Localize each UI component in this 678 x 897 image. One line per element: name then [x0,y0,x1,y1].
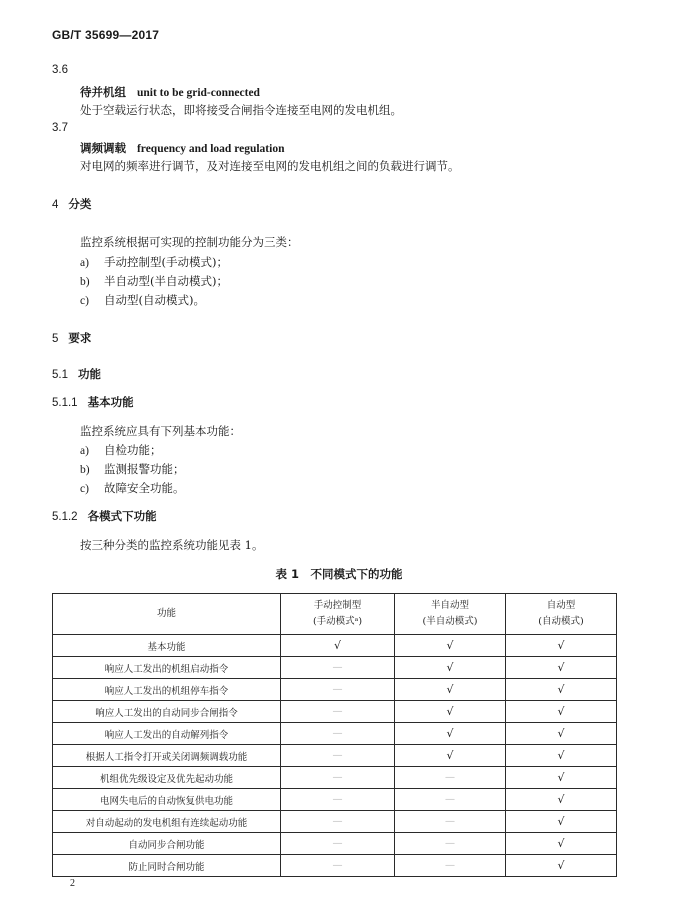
list-label: b) [80,464,90,476]
list-text: 自动型(自动模式)。 [104,293,205,307]
list-item [80,461,185,477]
section-title: 要求 [68,331,92,345]
manual-cell: √ [281,635,395,657]
list-item [80,442,162,458]
list-item [80,480,185,496]
table-row [53,789,617,811]
auto-cell: √ [506,701,617,723]
list-text: 手动控制型(手动模式)； [104,255,228,269]
section-number: 5 [52,333,59,345]
manual-cell: — [281,701,395,723]
semi-auto-cell: √ [395,679,506,701]
function-cell: 机组优先级设定及优先起动功能 [53,767,281,789]
term-definition: 处于空载运行状态，即将接受合闸指令连接至电网的发电机组。 [80,103,402,117]
term-zh: 调频调载 [80,141,126,155]
page-number: 2 [70,878,75,889]
function-cell: 响应人工发出的机组启动指令 [53,657,281,679]
section-heading [52,330,91,346]
semi-auto-cell: √ [395,657,506,679]
auto-cell: √ [506,811,617,833]
manual-cell: — [281,833,395,855]
table-row [53,745,617,767]
section-heading [52,508,157,524]
paragraph: 监控系统根据可实现的控制功能分为三类： [80,235,299,249]
header-auto-name: 自动型 [546,600,576,611]
table-row [53,657,617,679]
function-cell: 基本功能 [53,635,281,657]
section-number: 5.1.2 [52,511,78,523]
list-label: b) [80,276,90,288]
list-item [80,254,228,270]
function-table [52,593,617,877]
function-cell: 根据人工指令打开或关闭调频调载功能 [53,745,281,767]
list-label: a) [80,445,89,457]
header-manual-mode: (手动模式ᵃ) [312,616,363,627]
list-label: a) [80,257,89,269]
auto-cell: √ [506,745,617,767]
auto-cell: √ [506,833,617,855]
table-row [53,635,617,657]
function-cell: 防止同时合闸功能 [53,855,281,877]
header-semi-auto [395,594,506,635]
semi-auto-cell: √ [395,723,506,745]
manual-cell: — [281,723,395,745]
section-number: 5.1 [52,369,68,381]
function-cell: 响应人工发出的机组停车指令 [53,679,281,701]
paragraph: 监控系统应具有下列基本功能： [80,424,241,438]
list-item [80,292,205,308]
term-line [80,140,284,156]
header-semi-auto-mode: (半自动模式) [422,616,478,627]
term-definition: 对电网的频率进行调节，及对连接至电网的发电机组之间的负载进行调节。 [80,159,460,173]
section-number: 4 [52,199,59,211]
header-function: 功能 [53,594,281,635]
manual-cell: — [281,811,395,833]
term-en: unit to be grid-connected [136,87,260,99]
semi-auto-cell: — [395,811,506,833]
section-title: 分类 [68,197,92,211]
semi-auto-cell: — [395,789,506,811]
section-heading [52,366,101,382]
list-text: 自检功能； [104,443,162,457]
term-zh: 待并机组 [80,85,126,99]
header-auto [506,594,617,635]
header-manual [281,594,395,635]
manual-cell: — [281,657,395,679]
manual-cell: — [281,745,395,767]
auto-cell: √ [506,635,617,657]
table-row [53,679,617,701]
table-row [53,701,617,723]
table-row [53,767,617,789]
auto-cell: √ [506,679,617,701]
auto-cell: √ [506,723,617,745]
section-number: 5.1.1 [52,397,78,409]
auto-cell: √ [506,767,617,789]
auto-cell: √ [506,855,617,877]
auto-cell: √ [506,789,617,811]
section-heading [52,394,134,410]
clause-number: 3.7 [52,122,68,134]
list-text: 故障安全功能。 [104,481,185,495]
semi-auto-cell: √ [395,701,506,723]
auto-cell: √ [506,657,617,679]
function-cell: 自动同步合闸功能 [53,833,281,855]
manual-cell: — [281,789,395,811]
manual-cell: — [281,855,395,877]
section-title: 功能 [78,367,101,381]
semi-auto-cell: — [395,855,506,877]
clause-number: 3.6 [52,64,68,76]
section-title: 各模式下功能 [87,509,157,523]
list-text: 监测报警功能； [104,462,185,476]
section-title: 基本功能 [87,395,134,409]
table-row [53,723,617,745]
document-code: GB/T 35699—2017 [52,28,160,42]
list-label: c) [80,295,89,307]
paragraph: 按三种分类的监控系统功能见表 1。 [80,538,264,552]
semi-auto-cell: — [395,833,506,855]
function-cell: 响应人工发出的自动解列指令 [53,723,281,745]
table-row [53,855,617,877]
list-item [80,273,228,289]
list-text: 半自动型(半自动模式)； [104,274,228,288]
function-cell: 响应人工发出的自动同步合闸指令 [53,701,281,723]
section-heading [52,196,91,212]
header-manual-name: 手动控制型 [313,600,362,611]
manual-cell: — [281,679,395,701]
term-en: frequency and load regulation [136,143,285,155]
semi-auto-cell: √ [395,635,506,657]
table-caption: 表 1 不同模式下的功能 [275,567,403,581]
term-line [80,84,260,100]
list-label: c) [80,483,89,495]
table-row [53,833,617,855]
header-auto-mode: (自动模式) [538,616,584,627]
table-row [53,811,617,833]
manual-cell: — [281,767,395,789]
semi-auto-cell: √ [395,745,506,767]
function-cell: 电网失电后的自动恢复供电功能 [53,789,281,811]
function-cell: 对自动起动的发电机组有连续起动功能 [53,811,281,833]
semi-auto-cell: — [395,767,506,789]
header-semi-auto-name: 半自动型 [430,600,469,611]
table-header-row [53,594,617,635]
